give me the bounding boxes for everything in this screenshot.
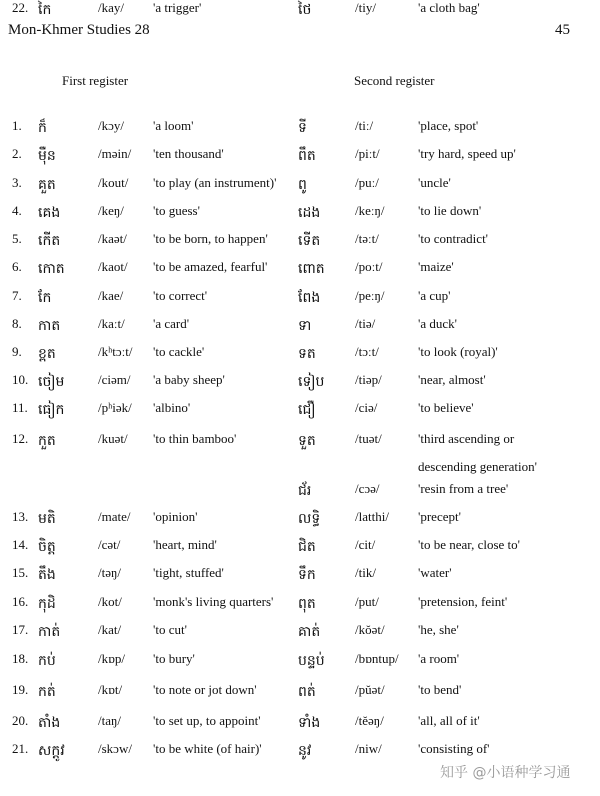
gloss-first: 'heart, mind' <box>153 537 217 552</box>
gloss-first: 'a trigger' <box>153 0 202 15</box>
gloss-first: 'ten thousand' <box>153 146 224 161</box>
phonetic-first: /kout/ <box>98 175 129 190</box>
row-number: 8. <box>12 316 22 331</box>
phonetic-second: /pŭət/ <box>355 682 385 697</box>
gloss-first: 'to cackle' <box>153 344 205 359</box>
phonetic-first: /təŋ/ <box>98 565 122 580</box>
khmer-word-first: តឹង <box>38 567 56 583</box>
row-number: 6. <box>12 259 22 274</box>
row-number: 14. <box>12 537 29 552</box>
phonetic-first: /kot/ <box>98 594 122 609</box>
gloss-second: 'all, all of it' <box>418 713 480 728</box>
gloss-first: 'to play (an instrument)' <box>153 175 277 190</box>
gloss-second: 'to lie down' <box>418 203 482 218</box>
phonetic-second: /ciə/ <box>355 400 378 415</box>
phonetic-first: /pʰiək/ <box>98 400 132 415</box>
gloss-first: 'to cut' <box>153 622 187 637</box>
phonetic-first: /kay/ <box>98 0 124 15</box>
khmer-word-second: ទា <box>298 318 312 334</box>
gloss-second: 'third ascending or <box>418 431 515 446</box>
khmer-word-second: ទាំង <box>298 715 321 731</box>
gloss-second: 'to look (royal)' <box>418 344 498 359</box>
second-register-heading: Second register <box>354 73 435 88</box>
gloss-first: 'to be white (of hair)' <box>153 741 262 756</box>
phonetic-second: /tiə/ <box>355 316 376 331</box>
khmer-word-second: ទត <box>298 346 316 362</box>
phonetic-first: /cət/ <box>98 537 121 552</box>
phonetic-first: /kɔy/ <box>98 118 124 133</box>
khmer-word-first: ធៀក <box>38 402 65 418</box>
khmer-word-first: ម៉ឺន <box>38 148 56 164</box>
gloss-second: 'he, she' <box>418 622 459 637</box>
phonetic-second: /kŏət/ <box>355 622 385 637</box>
phonetic-second: /cɔə/ <box>355 481 380 496</box>
row-number: 7. <box>12 288 22 303</box>
khmer-word-second: ជ័រ <box>298 483 312 499</box>
khmer-word-second: ពឹត <box>298 148 316 164</box>
gloss-second: 'try hard, speed up' <box>418 146 516 161</box>
row-number: 3. <box>12 175 22 190</box>
khmer-word-first: គេង <box>38 205 61 221</box>
gloss-first: 'to be born, to happen' <box>153 231 268 246</box>
khmer-word-first: ចិត្ត <box>38 539 56 555</box>
row-number: 11. <box>12 400 28 415</box>
khmer-word-first: កើត <box>38 233 61 249</box>
phonetic-second: /tiː/ <box>355 118 374 133</box>
row-number: 5. <box>12 231 22 246</box>
phonetic-second: /tɔːt/ <box>355 344 379 359</box>
row-number: 16. <box>12 594 29 609</box>
gloss-first: 'to be amazed, fearful' <box>153 259 268 274</box>
gloss-second: 'precept' <box>418 509 461 524</box>
gloss-second: 'to contradict' <box>418 231 489 246</box>
phonetic-first: /kaot/ <box>98 259 128 274</box>
phonetic-first: /kɒt/ <box>98 682 123 697</box>
khmer-word-second: ពោត <box>298 261 325 277</box>
gloss-second: 'to believe' <box>418 400 474 415</box>
khmer-word-second: លទ្ធិ <box>298 511 321 527</box>
phonetic-first: /ciəm/ <box>98 372 131 387</box>
gloss-second: 'to be near, close to' <box>418 537 520 552</box>
phonetic-second: /tiəp/ <box>355 372 382 387</box>
phonetic-first: /kat/ <box>98 622 122 637</box>
gloss-first: 'opinion' <box>153 509 198 524</box>
khmer-word-second: ទី <box>298 120 307 136</box>
phonetic-second: /peːŋ/ <box>355 288 385 303</box>
phonetic-first: /kaət/ <box>98 231 127 246</box>
gloss-first: 'a baby sheep' <box>153 372 225 387</box>
gloss-second: 'pretension, feint' <box>418 594 508 609</box>
phonetic-second: /təːt/ <box>355 231 379 246</box>
khmer-word-second: ជិត <box>298 539 316 555</box>
gloss-first: 'monk's living quarters' <box>153 594 274 609</box>
gloss-second: descending generation' <box>418 459 537 474</box>
phonetic-first: /kuət/ <box>98 431 128 446</box>
phonetic-first: /kae/ <box>98 288 124 303</box>
row-number: 13. <box>12 509 29 524</box>
khmer-word-second: ថៃ <box>298 2 312 18</box>
khmer-word-first: ខ្ពត <box>38 346 56 362</box>
row-number: 12. <box>12 431 29 446</box>
phonetic-first: /taŋ/ <box>98 713 122 728</box>
gloss-first: 'to bury' <box>153 651 195 666</box>
khmer-word-second: ទើត <box>298 233 321 249</box>
khmer-word-second: ពែង <box>298 290 321 306</box>
row-number: 17. <box>12 622 29 637</box>
phonetic-first: /kaːt/ <box>98 316 125 331</box>
khmer-word-second: ទៀប <box>298 374 325 390</box>
phonetic-second: /cit/ <box>355 537 376 552</box>
phonetic-second: /latthi/ <box>355 509 389 524</box>
gloss-first: 'to thin bamboo' <box>153 431 237 446</box>
gloss-second: 'a duck' <box>418 316 457 331</box>
phonetic-second: /tĕəŋ/ <box>355 713 384 728</box>
khmer-word-second: ទួត <box>298 433 316 449</box>
khmer-word-first: កួត <box>38 433 56 449</box>
phonetic-second: /tiy/ <box>355 0 376 15</box>
phonetic-second: /put/ <box>355 594 379 609</box>
row-number: 2. <box>12 146 22 161</box>
khmer-word-first: កែ <box>38 290 52 306</box>
gloss-second: 'maize' <box>418 259 454 274</box>
phonetic-first: /kʰtɔːt/ <box>98 344 133 359</box>
gloss-second: 'a cloth bag' <box>418 0 480 15</box>
gloss-first: 'to note or jot down' <box>153 682 257 697</box>
gloss-first: 'to correct' <box>153 288 208 303</box>
row-number: 4. <box>12 203 22 218</box>
gloss-second: 'resin from a tree' <box>418 481 509 496</box>
gloss-second: 'water' <box>418 565 452 580</box>
phonetic-first: /mate/ <box>98 509 131 524</box>
phonetic-second: /piːt/ <box>355 146 380 161</box>
phonetic-second: /puː/ <box>355 175 379 190</box>
gloss-second: 'place, spot' <box>418 118 479 133</box>
khmer-word-second: ពត់ <box>298 684 316 700</box>
gloss-first: 'albino' <box>153 400 191 415</box>
gloss-second: 'uncle' <box>418 175 451 190</box>
khmer-word-first: កាត <box>38 318 61 334</box>
row-number: 15. <box>12 565 29 580</box>
gloss-first: 'tight, stuffed' <box>153 565 224 580</box>
gloss-second: 'to bend' <box>418 682 462 697</box>
khmer-word-first: កោត <box>38 261 65 277</box>
row-number: 19. <box>12 682 29 697</box>
phonetic-second: /tuət/ <box>355 431 382 446</box>
khmer-word-first: មតិ <box>38 511 56 527</box>
row-number: 20. <box>12 713 29 728</box>
gloss-first: 'to guess' <box>153 203 200 218</box>
row-number: 18. <box>12 651 29 666</box>
khmer-word-first: ក៏ <box>38 120 47 136</box>
khmer-word-first: សក្ដូវ <box>38 743 65 759</box>
phonetic-first: /skɔw/ <box>98 741 132 756</box>
khmer-word-first: កត់ <box>38 684 56 700</box>
gloss-first: 'a card' <box>153 316 190 331</box>
page-number: 45 <box>555 22 570 38</box>
khmer-word-first: កប់ <box>38 653 56 669</box>
phonetic-second: /tik/ <box>355 565 376 580</box>
khmer-word-second: ជឿ <box>298 402 316 418</box>
gloss-first: 'a loom' <box>153 118 194 133</box>
khmer-word-first: កុដិ <box>38 596 56 612</box>
khmer-word-second: ពុត <box>298 596 316 612</box>
khmer-word-second: នូវ <box>298 743 312 759</box>
khmer-word-second: ទឹក <box>298 567 316 583</box>
gloss-second: 'consisting of' <box>418 741 490 756</box>
phonetic-second: /keːŋ/ <box>355 203 385 218</box>
watermark: 知乎 @小语种学习通 <box>440 765 571 781</box>
first-register-heading: First register <box>62 73 129 88</box>
khmer-word-second: ពូ <box>298 177 307 193</box>
khmer-word-first: គួត <box>38 177 56 193</box>
journal-title: Mon-Khmer Studies 28 <box>8 22 150 38</box>
khmer-word-first: កៃ <box>38 2 52 18</box>
phonetic-first: /kɒp/ <box>98 651 126 666</box>
row-number: 10. <box>12 372 29 387</box>
gloss-second: 'near, almost' <box>418 372 486 387</box>
khmer-word-second: ដេង <box>298 205 321 221</box>
gloss-second: 'a cup' <box>418 288 451 303</box>
row-number: 9. <box>12 344 22 359</box>
gloss-first: 'to set up, to appoint' <box>153 713 261 728</box>
gloss-second: 'a room' <box>418 651 460 666</box>
khmer-word-first: ចៀម <box>38 374 65 390</box>
khmer-word-second: គាត់ <box>298 624 321 640</box>
phonetic-first: /məin/ <box>98 146 132 161</box>
khmer-word-second: បន្ទប់ <box>298 653 325 669</box>
row-number: 21. <box>12 741 29 756</box>
khmer-word-first: តាំង <box>38 715 61 731</box>
row-number: 22. <box>12 0 29 15</box>
khmer-word-first: កាត់ <box>38 624 61 640</box>
phonetic-first: /keŋ/ <box>98 203 124 218</box>
row-number: 1. <box>12 118 22 133</box>
phonetic-second: /niw/ <box>355 741 382 756</box>
phonetic-second: /poːt/ <box>355 259 383 274</box>
phonetic-second: /bɒntup/ <box>355 651 399 666</box>
